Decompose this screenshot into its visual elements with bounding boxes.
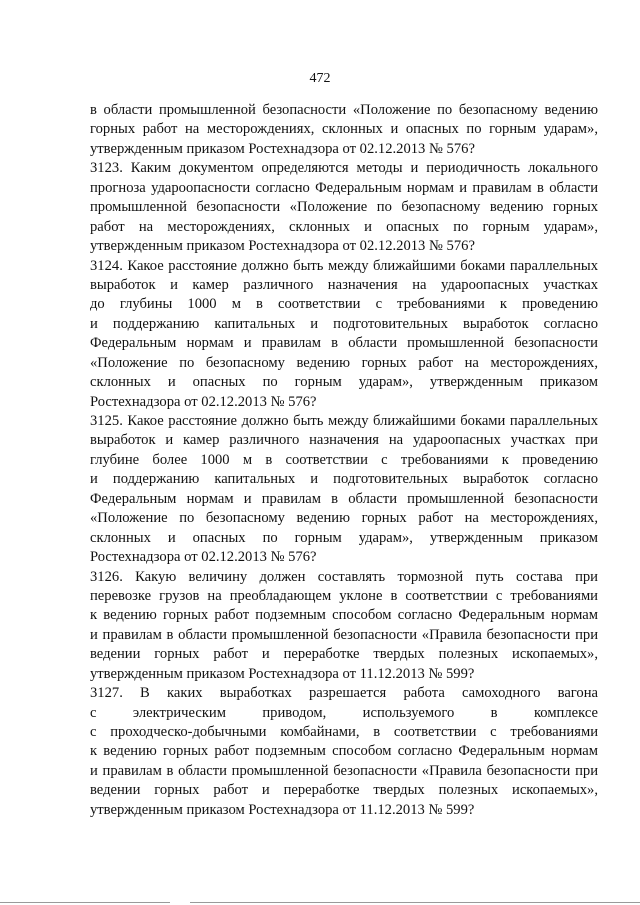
text-line: и правилам в области промышленной безопасности «Правила безопасности при	[90, 762, 598, 779]
text-line: 3123. Каким документом определяются методы и периодичность локального	[90, 160, 598, 177]
text-line: выработок и камер различного назначения на удароопасных участках	[90, 276, 598, 293]
text-line: с электрическим приводом, используемого в комплексе	[90, 704, 598, 721]
text-line: выработок и камер различного назначения на удароопасных участках при	[90, 432, 598, 449]
text-line: 3127. В каких выработках разрешается работа самоходного вагона	[90, 685, 598, 702]
text-line: промышленной безопасности «Положение по безопасному ведению горных	[90, 199, 598, 216]
text-line: Федеральным нормам и правилам в области промышленной безопасности	[90, 335, 598, 352]
text-line: ведении горных работ и переработке твердых полезных ископаемых»,	[90, 646, 598, 663]
text-line: глубине более 1000 м в соответствии с требованиями к проведению	[90, 451, 598, 468]
text-line: и правилам в области промышленной безопасности «Правила безопасности при	[90, 626, 598, 643]
text-line: прогноза удароопасности согласно Федеральным нормам и правилам в области	[90, 179, 598, 196]
text-line: 3126. Какую величину должен составлять тормозной путь состава при	[90, 568, 598, 585]
document-body	[90, 101, 598, 820]
text-line: Ростехнадзора от 02.12.2013 № 576?	[90, 393, 317, 410]
text-line: 3124. Какое расстояние должно быть между ближайшими боками параллельных	[90, 257, 598, 274]
text-line: и поддержанию капитальных и подготовительных выработок согласно	[90, 471, 598, 488]
text-line: работ на месторождениях, склонных и опасных по горным ударам»,	[90, 218, 598, 235]
text-line: склонных и опасных по горным ударам», утвержденным приказом	[90, 374, 598, 391]
text-line: склонных и опасных по горным ударам», утвержденным приказом	[90, 529, 598, 546]
text-line: к ведению горных работ подземным способом согласно Федеральным нормам	[90, 743, 598, 760]
text-line: утвержденным приказом Ростехнадзора от 11.12.2013 № 599?	[90, 665, 475, 682]
scan-edge-marks	[0, 897, 640, 905]
text-line: Федеральным нормам и правилам в области промышленной безопасности	[90, 490, 598, 507]
text-line: с проходческо-добычными комбайнами, в соответствии с требованиями	[90, 724, 598, 740]
text-line: «Положение по безопасному ведению горных работ на месторождениях,	[90, 510, 598, 527]
text-line: 3125. Какое расстояние должно быть между ближайшими боками параллельных	[90, 413, 598, 429]
text-line: горных работ на месторождениях, склонных и опасных по горным ударам»,	[90, 121, 598, 138]
text-line: утвержденным приказом Ростехнадзора от 02.12.2013 № 576?	[90, 238, 475, 255]
text-line: утвержденным приказом Ростехнадзора от 11.12.2013 № 599?	[90, 801, 475, 818]
text-line: ведении горных работ и переработке твердых полезных ископаемых»,	[90, 782, 598, 799]
text-line: в области промышленной безопасности «Положение по безопасному ведению	[90, 102, 598, 118]
text-line: к ведению горных работ подземным способом согласно Федеральным нормам	[90, 607, 598, 624]
text-line: до глубины 1000 м в соответствии с требованиями к проведению	[90, 296, 598, 313]
text-line: Ростехнадзора от 02.12.2013 № 576?	[90, 549, 317, 566]
page-number: 472	[309, 71, 331, 86]
text-line: перевозке грузов на преобладающем уклоне в соответствии с требованиями	[90, 587, 598, 604]
text-line: и поддержанию капитальных и подготовительных выработок согласно	[90, 315, 598, 332]
text-line: утвержденным приказом Ростехнадзора от 02.12.2013 № 576?	[90, 140, 475, 157]
text-line: «Положение по безопасному ведению горных работ на месторождениях,	[90, 354, 598, 371]
